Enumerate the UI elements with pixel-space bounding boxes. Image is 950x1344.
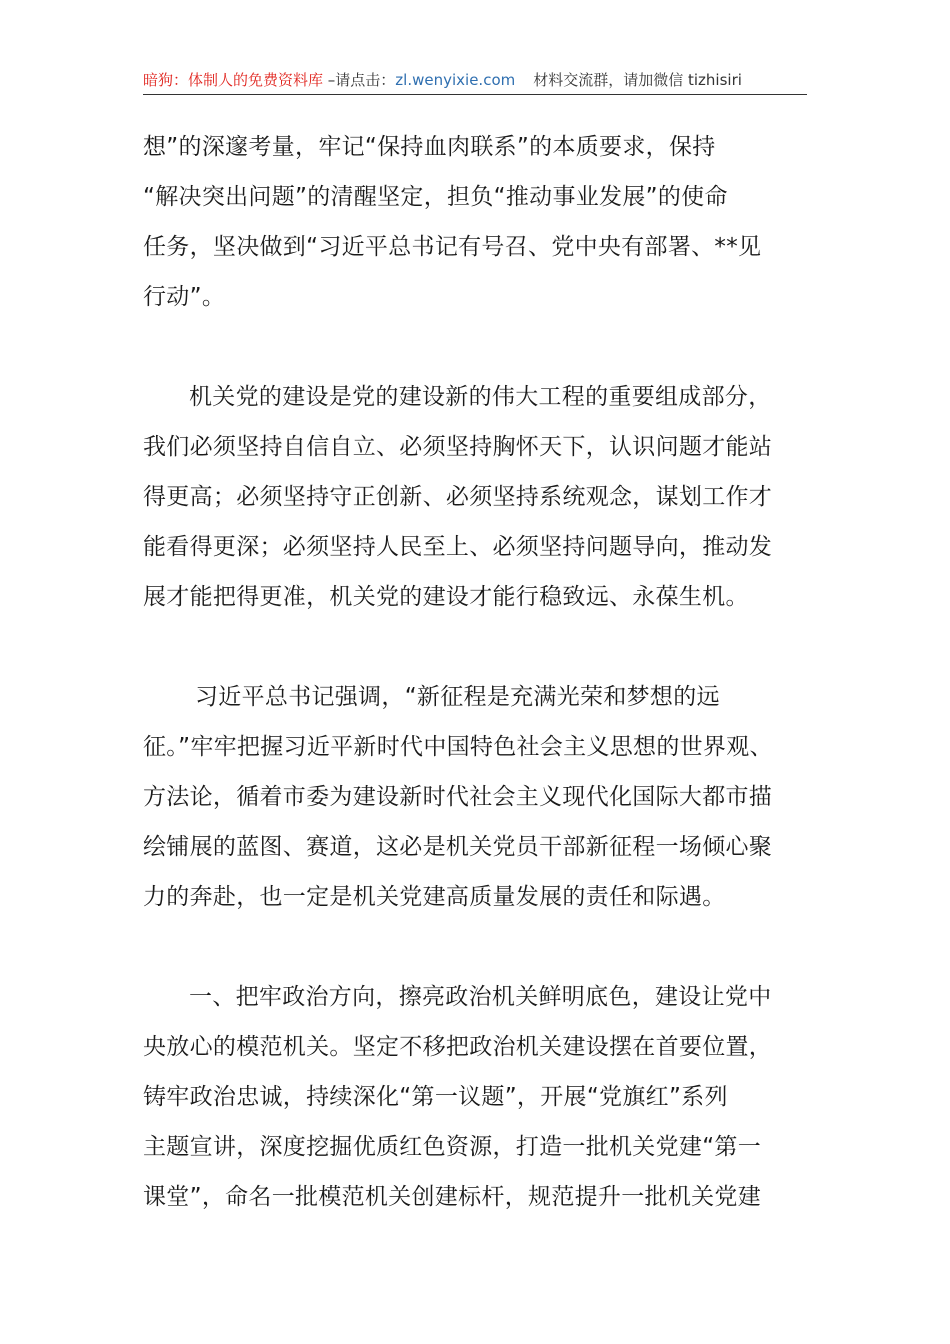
text-line: 铸牢政治忠诚，持续深化“第一议题”，开展“党旗红”系列	[143, 1084, 728, 1110]
text-line: 征。”牢牢把握习近平新时代中国特色社会主义思想的世界观、	[143, 734, 773, 760]
text-line: 得更高；必须坚持守正创新、必须坚持系统观念，谋划工作才	[143, 484, 773, 510]
text-line: 一、把牢政治方向，擦亮政治机关鲜明底色，建设让党中	[189, 984, 772, 1010]
header-link[interactable]: zl.wenyixie.com	[395, 71, 516, 89]
page-header	[143, 66, 807, 95]
text-line: 我们必须坚持自信自立、必须坚持胸怀天下，认识问题才能站	[143, 434, 773, 460]
text-line: 任务，坚决做到“习近平总书记有号召、党中央有部署、**见	[143, 234, 762, 260]
text-line: 展才能把得更准，机关党的建设才能行稳致远、永葆生机。	[143, 584, 749, 610]
text-line: 行动”。	[143, 284, 226, 310]
text-line: “解决突出问题”的清醒坚定，担负“推动事业发展”的使命	[143, 184, 728, 210]
header-prompt: –请点击：	[323, 71, 396, 89]
paragraph-2	[143, 372, 809, 622]
paragraph-3	[143, 672, 809, 922]
text-line: 机关党的建设是党的建设新的伟大工程的重要组成部分，	[189, 384, 772, 410]
text-line: 主题宣讲，深度挖掘优质红色资源，打造一批机关党建“第一	[143, 1134, 762, 1160]
text-line: 绘铺展的蓝图、赛道，这必是机关党员干部新征程一场倾心聚	[143, 834, 773, 860]
paragraph-4	[143, 972, 809, 1222]
text-line: 课堂”，命名一批模范机关创建标杆，规范提升一批机关党建	[143, 1184, 762, 1210]
text-line: 方法论，循着市委为建设新时代社会主义现代化国际大都市描	[143, 784, 773, 810]
paragraph-1	[143, 122, 809, 322]
document-body	[143, 122, 809, 1272]
header-brand: 暗狗：体制人的免费资料库	[143, 71, 324, 89]
text-line: 能看得更深；必须坚持人民至上、必须坚持问题导向，推动发	[143, 534, 773, 560]
text-line: 习近平总书记强调，“新征程是充满光荣和梦想的远	[195, 684, 720, 710]
text-line: 央放心的模范机关。坚定不移把政治机关建设摆在首要位置，	[143, 1034, 773, 1060]
text-line: 力的奔赴，也一定是机关党建高质量发展的责任和际遇。	[143, 884, 726, 910]
header-contact: 材料交流群，请加微信 tizhisiri	[533, 71, 742, 89]
text-line: 想”的深邃考量，牢记“保持血肉联系”的本质要求，保持	[143, 134, 716, 160]
